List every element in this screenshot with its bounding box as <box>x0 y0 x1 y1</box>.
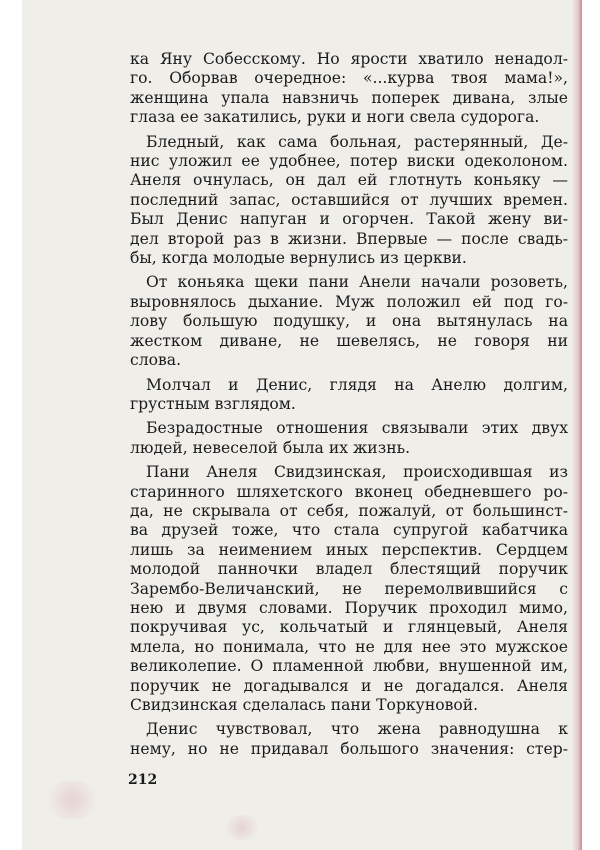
text-line: великолепие. О пламенной любви, внушенной им, <box>130 657 568 676</box>
text-line: Бледный, как сама больная, растерянный, Де- <box>146 132 568 151</box>
paragraph <box>130 720 568 759</box>
text-line: нему, но не придавал большого значения: стер- <box>130 739 568 758</box>
text-line: Зарембо-Величанский, не перемолвившийся с <box>130 579 568 598</box>
text-line: молодой панночки владел блестящий поручик <box>130 560 568 579</box>
text-line: лову большую подушку, и она вытянулась на <box>130 312 568 331</box>
paragraph <box>130 463 568 715</box>
paragraph <box>130 419 568 458</box>
text-line: ва друзей тоже, что стала супругой кабатчика <box>130 521 568 540</box>
text-line: последний запас, оставшийся от лучших времен. <box>130 190 568 209</box>
text-line: млела, но понимала, что не для нее это мужское <box>130 637 568 656</box>
text-line: Пани Анеля Свидзинская, происходившая из <box>146 463 568 482</box>
text-line: да, не скрывала от себя, пожалуй, от большинст- <box>130 501 568 520</box>
text-line: Молчал и Денис, глядя на Анелю долгим, <box>146 375 568 394</box>
text-line: ка Яну Собесскому. Но ярости хватило ненадол- <box>130 50 568 68</box>
text-line: людей, невеселой была их жизнь. <box>130 438 411 457</box>
paragraph <box>130 50 568 128</box>
text-line: нис уложил ее удобнее, потер виски одеколоном. <box>130 152 568 171</box>
text-line: лишь за неимением иных перспектив. Сердцем <box>130 540 568 559</box>
paragraph <box>130 376 568 415</box>
page-stain <box>42 780 102 820</box>
page-stain <box>222 815 262 840</box>
page-edge <box>572 0 582 850</box>
text-line: Свидзинская сделалась пани Торкуновой. <box>130 696 479 714</box>
book-page <box>22 0 582 850</box>
text-line: Денис чувствовал, что жена равнодушна к <box>146 720 568 739</box>
text-line: старинного шляхетского вконец обедневшего ро- <box>130 482 568 501</box>
text-line: Был Денис напуган и огорчен. Такой жену ви- <box>130 210 568 229</box>
paragraph <box>130 273 568 370</box>
text-line: глаза ее закатились, руки и ноги свела судорога. <box>130 108 540 127</box>
text-line: От коньяка щеки пани Анели начали розоветь, <box>146 273 568 292</box>
text-line: выровнялось дыхание. Муж положил ей под го- <box>130 292 568 311</box>
text-line: грустным взглядом. <box>130 394 296 413</box>
text-line: Анеля очнулась, он дал ей глотнуть коньяку — <box>130 171 568 190</box>
body-text <box>130 50 568 764</box>
text-line: Безрадостные отношения связывали этих двух <box>146 419 568 438</box>
page-number: 212 <box>128 772 158 788</box>
text-line: бы, когда молодые вернулись из церкви. <box>130 249 467 268</box>
text-line: покручивая ус, кольчатый и глянцевый, Анеля <box>130 618 568 637</box>
text-line: поручик не догадывался и не догадался. Анеля <box>130 676 568 695</box>
text-line: дел второй раз в жизни. Впервые — после свадь- <box>130 229 568 248</box>
paragraph <box>130 133 568 269</box>
text-line: го. Оборвав очередное: «...курва твоя мама!», <box>130 69 568 88</box>
text-line: женщина упала навзничь поперек дивана, злые <box>130 88 568 107</box>
text-line: нею и двумя словами. Поручик проходил мимо, <box>130 598 568 617</box>
text-line: слова. <box>130 351 182 370</box>
text-line: жестком диване, не шевелясь, не говоря ни <box>130 331 568 350</box>
